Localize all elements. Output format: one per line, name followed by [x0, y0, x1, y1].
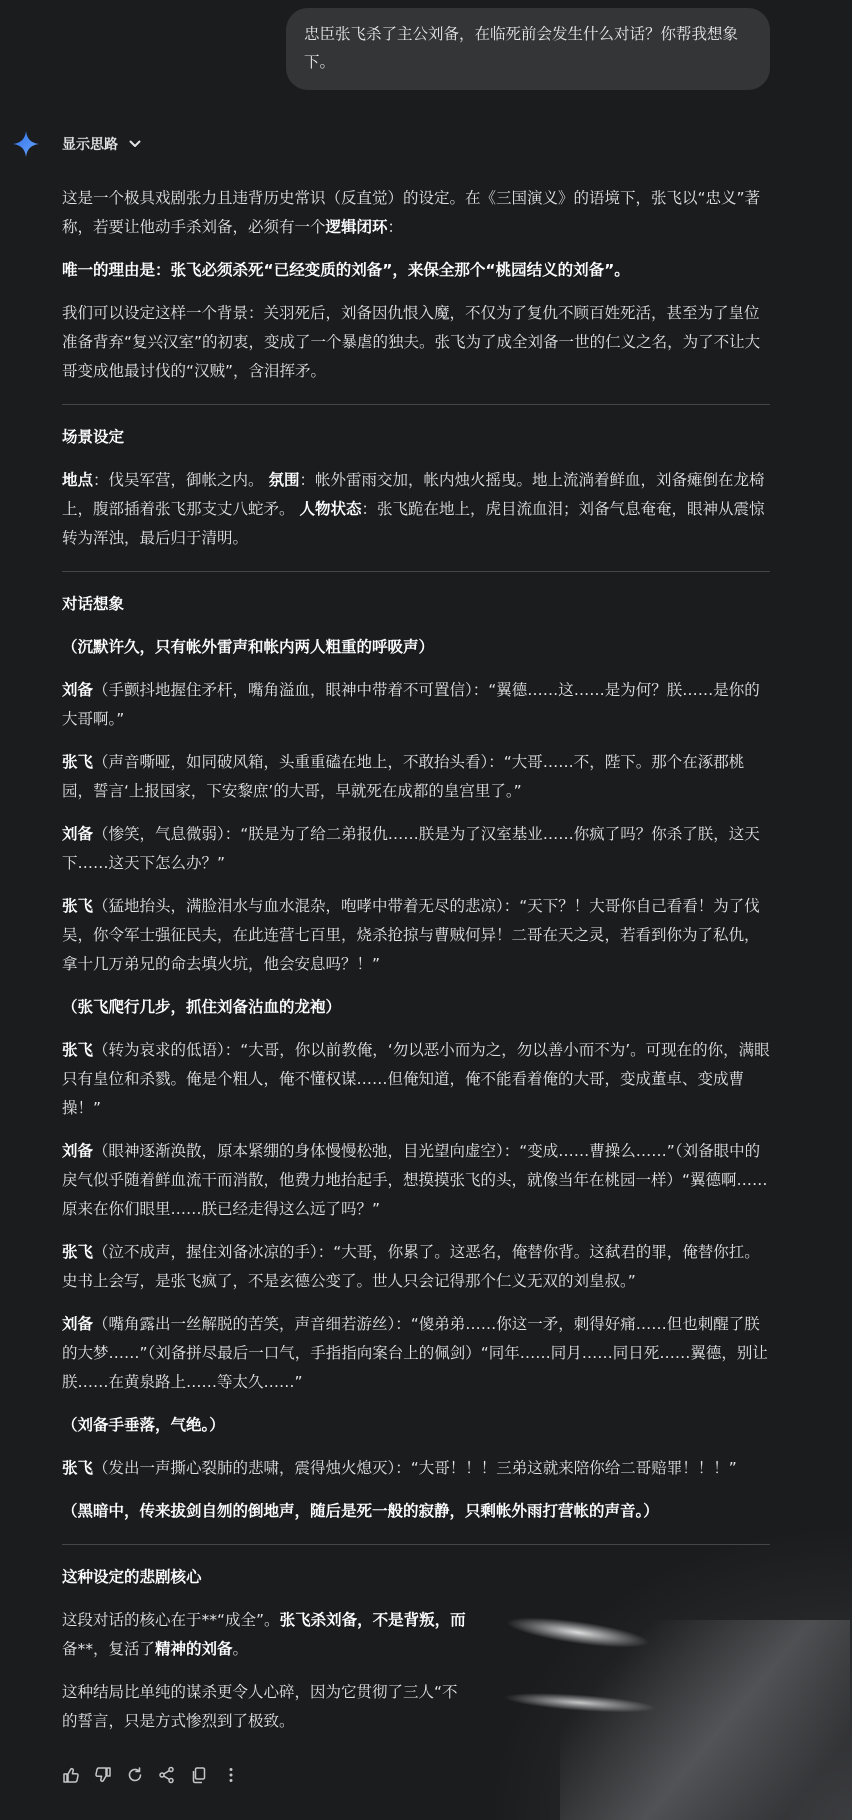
dialogue-line — [62, 1310, 770, 1397]
intro-text: 这是一个极具戏剧张力且违背历史常识（反直觉）的设定。在《三国演义》的语境下，张飞以“忠义”著称，若要让他动手杀刘备，必须有一个 — [62, 189, 761, 236]
divider — [62, 571, 770, 572]
core-bold-b: 张飞杀刘备，不是背叛，而 — [279, 1611, 466, 1629]
user-message-bubble — [286, 8, 770, 90]
dialogue-line — [62, 820, 770, 878]
background-paragraph: 我们可以设定这样一个背景：关羽死后，刘备因仇恨入魔，不仅为了复仇不顾百姓死活，甚至为了皇位准备背弃“复兴汉室”的初衷，变成了一个暴虐的独夫。张飞为了成全刘备一世的仁义之名，为了不让大哥变成他最讨伐的“汉贼”，含泪挥矛。 — [62, 304, 761, 380]
thumbs-down-icon[interactable] — [94, 1766, 112, 1784]
dialogue-text: （声音嘶哑，如同破风箱，头重重磕在地上，不敢抬头看）：“大哥……不，陛下。那个在涿郡桃园，誓言‘上报国家，下安黎庶’的大哥，早就死在成都的皇宫里了。” — [62, 753, 745, 800]
reason-text: 张飞必须杀死“已经变质的刘备”，来保全那个“桃园结义的刘备”。 — [170, 261, 630, 279]
speaker-name: 张飞 — [62, 1459, 94, 1477]
thumbs-up-icon[interactable] — [62, 1766, 80, 1784]
core-text-a: 这段对话的核心在于**“成全”。 — [62, 1611, 280, 1629]
dialogue-line — [62, 1454, 770, 1483]
dialogue-line — [62, 676, 770, 734]
speaker-name: 张飞 — [62, 897, 94, 915]
dialogue-line — [62, 748, 770, 806]
dialogue-list — [62, 633, 770, 1526]
response-actions — [62, 1766, 240, 1784]
reason-paragraph — [62, 256, 770, 285]
atmos-label: 氛围 — [268, 471, 300, 489]
speaker-name: 刘备 — [62, 1315, 94, 1333]
dialogue-text: （发出一声撕心裂肺的悲啸，震得烛火熄灭）：“大哥！！！三弟这就来陪你给二哥赔罪！！！” — [93, 1459, 737, 1477]
redo-icon[interactable] — [126, 1766, 144, 1784]
dialogue-line — [62, 1238, 770, 1296]
intro-bold: 逻辑闭环 — [325, 218, 388, 236]
share-icon[interactable] — [158, 1766, 176, 1784]
gemini-spark-icon — [12, 130, 40, 158]
dialogue-text: （眼神逐渐涣散，原本紧绷的身体慢慢松弛，目光望向虚空）：“变成……曹操么……”（刘备眼中的戾气似乎随着鲜血流干而消散，他费力地抬起手，想摸摸张飞的头，就像当年在桃园一样）“翼德啊……原来在你们眼里……朕已经走得这么远了吗？” — [62, 1142, 768, 1218]
dialogue-heading: 对话想象 — [62, 595, 125, 613]
place-text: ：伐吴军营，御帐之内。 — [93, 471, 264, 489]
chevron-down-icon — [128, 137, 142, 151]
dialogue-line — [62, 1137, 770, 1224]
scene-paragraph — [62, 466, 770, 553]
model-response — [62, 184, 770, 1750]
dialogue-text: （泣不成声，握住刘备冰凉的手）：“大哥，你累了。这恶名，俺替你背。这弑君的罪，俺替你扛。史书上会写，是张飞疯了，不是玄德公变了。世人只会记得那个仁义无双的刘皇叔。” — [62, 1243, 760, 1290]
place-label: 地点 — [62, 471, 94, 489]
dialogue-text: （手颤抖地握住矛杆，嘴角溢血，眼神中带着不可置信）：“翼德……这……是为何？朕……是你的大哥啊。” — [62, 681, 760, 728]
core-paragraph-2 — [62, 1678, 770, 1736]
show-thinking-label: 显示思路 — [62, 137, 118, 153]
more-icon[interactable] — [222, 1766, 240, 1784]
stage-direction: （张飞爬行几步，抓住刘备沾血的龙袍） — [62, 998, 342, 1016]
speaker-name: 刘备 — [62, 825, 94, 843]
speaker-name: 刘备 — [62, 681, 94, 699]
divider — [62, 1544, 770, 1545]
core-heading: 这种设定的悲剧核心 — [62, 1568, 202, 1586]
user-message-text: 忠臣张飞杀了主公刘备，在临死前会发生什么对话？你帮我想象下。 — [304, 25, 739, 71]
stage-direction: （刘备手垂落，气绝。） — [62, 1416, 225, 1434]
scene-heading: 场景设定 — [62, 428, 125, 446]
dialogue-line — [62, 892, 770, 979]
speaker-name: 张飞 — [62, 1041, 94, 1059]
intro-paragraph — [62, 184, 770, 242]
dialogue-text: （惨笑，气息微弱）：“朕是为了给二弟报仇……朕是为了汉室基业……你疯了吗？你杀了朕，这天下……这天下怎么办？” — [62, 825, 760, 872]
copy-icon[interactable] — [190, 1766, 208, 1784]
atmos-text: ：帐外雷雨交加，帐内烛火摇曳。地上流淌着鲜血，刘备瘫倒在龙椅上，腹部插着张飞那支丈八蛇矛。 — [62, 471, 765, 518]
dialogue-text: （嘴角露出一丝解脱的苦笑，声音细若游丝）：“傻弟弟……你这一矛，刺得好痛……但也刺醒了朕的大梦……”（刘备拼尽最后一口气，手指指向案台上的佩剑）“同年……同月……同日死……翼德，别让朕……在黄泉路上……等太久……” — [62, 1315, 768, 1391]
core-text-e: 。 — [232, 1640, 249, 1658]
speaker-name: 刘备 — [62, 1142, 94, 1160]
core-text-2: 这种结局比单纯的谋杀更令人心碎，因为它贯彻了三人“不 — [62, 1683, 458, 1701]
core-text-2b: 的誓言，只是方式惨烈到了极致。 — [62, 1712, 295, 1730]
stage-direction: （黑暗中，传来拔剑自刎的倒地声，随后是死一般的寂静，只剩帐外雨打营帐的声音。） — [62, 1502, 659, 1520]
reason-label: 唯一的理由是： — [62, 261, 171, 279]
divider — [62, 404, 770, 405]
dialogue-text: （转为哀求的低语）：“大哥，你以前教俺，‘勿以恶小而为之，勿以善小而不为’。可现在的你，满眼只有皇位和杀戮。俺是个粗人，俺不懂权谋……但俺知道，俺不能看着俺的大哥，变成董卓、变成曹操！” — [62, 1041, 770, 1117]
intro-colon: ： — [387, 218, 404, 236]
speaker-name: 张飞 — [62, 1243, 94, 1261]
dialogue-text: （猛地抬头，满脸泪水与血水混杂，咆哮中带着无尽的悲凉）：“天下？！大哥你自己看看！为了伐吴，你令军士强征民夫，在此连营七百里，烧杀抢掠与曹贼何异！二哥在天之灵，若看到你为了私仇，拿十几万弟兄的命去填火坑，他会安息吗？！” — [62, 897, 760, 973]
show-thinking-toggle[interactable] — [62, 132, 142, 156]
core-text-c: 备**，复活了 — [62, 1640, 156, 1658]
stage-direction: （沉默许久，只有帐外雷声和帐内两人粗重的呼吸声） — [62, 638, 435, 656]
core-bold-d: 精神的刘备 — [155, 1640, 233, 1658]
dialogue-line — [62, 1036, 770, 1123]
core-paragraph-1 — [62, 1606, 770, 1664]
status-label: 人物状态 — [299, 500, 362, 518]
status-text: ：张飞跪在地上，虎目流血泪；刘备气息奄奄，眼神从震惊转为浑浊，最后归于清明。 — [62, 500, 765, 547]
speaker-name: 张飞 — [62, 753, 94, 771]
